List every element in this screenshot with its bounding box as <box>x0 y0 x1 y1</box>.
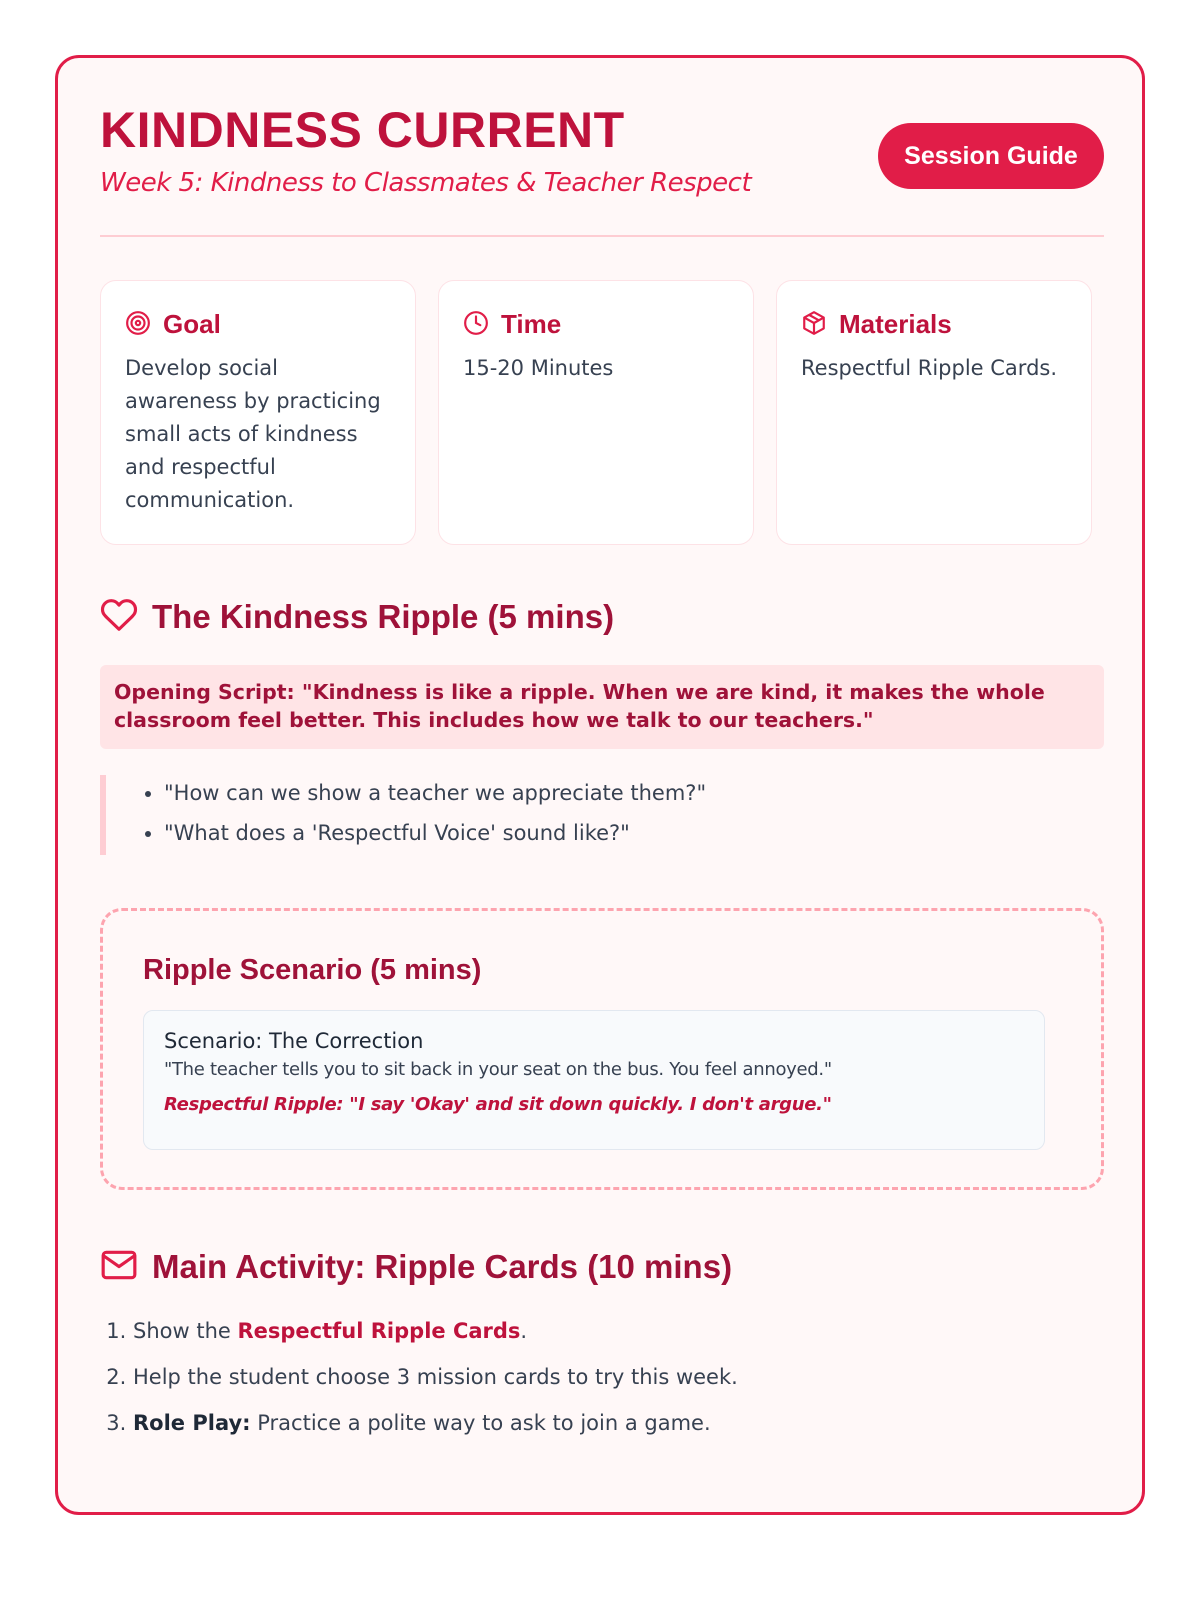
target-icon <box>125 310 151 340</box>
scenario-box <box>143 1010 1045 1150</box>
scenario-name: Scenario: The Correction <box>164 1029 424 1053</box>
ripple-response: Respectful Ripple: "I say 'Okay' and sit down quickly. I don't argue." <box>164 1094 832 1115</box>
scenario-section <box>100 908 1104 1190</box>
mail-icon <box>100 1246 138 1288</box>
activity-section-header <box>100 1246 732 1288</box>
time-card <box>438 280 754 545</box>
list-item: 2. Help the student choose 3 mission cards to try this week. <box>133 1354 1137 1400</box>
heart-icon <box>100 596 138 638</box>
clock-icon <box>463 310 489 340</box>
list-item: • "What does a 'Respectful Voice' sound like?" <box>164 812 1104 855</box>
scenario-section-title: Ripple Scenario (5 mins) <box>143 954 482 986</box>
time-text: 15-20 Minutes <box>463 356 614 380</box>
step1-prefix: Show the <box>133 1319 238 1343</box>
activity-section-title: Main Activity: Ripple Cards (10 mins) <box>152 1248 733 1285</box>
box-icon <box>801 310 827 340</box>
header-divider <box>100 235 1104 237</box>
ripple-section-header <box>100 596 614 638</box>
list-item: • "How can we show a teacher we appreciate them?" <box>164 772 1104 815</box>
session-card <box>55 55 1145 1515</box>
goal-text: Develop social awareness by practicing small acts of kindness and respectful communication. <box>125 356 381 512</box>
materials-text: Respectful Ripple Cards. <box>801 356 1058 380</box>
step1-suffix: . <box>520 1319 528 1343</box>
question-list <box>100 775 1104 855</box>
goal-label: Goal <box>163 309 221 339</box>
goal-card <box>100 280 416 545</box>
materials-card <box>776 280 1092 545</box>
ripple-section-title: The Kindness Ripple (5 mins) <box>152 598 615 635</box>
materials-label: Materials <box>839 309 952 339</box>
info-cards <box>100 280 1104 545</box>
opening-script: Opening Script: "Kindness is like a ripple. When we are kind, it makes the whole classroom feel better. This includes how we talk to our teachers." <box>100 665 1104 749</box>
list-item <box>133 1308 1137 1354</box>
list-item <box>133 1400 1137 1446</box>
session-guide-button[interactable]: Session Guide <box>878 123 1104 189</box>
time-label: Time <box>501 309 562 339</box>
step1-highlight: Respectful Ripple Cards <box>237 1319 521 1343</box>
activity-steps <box>100 1308 1137 1446</box>
step3-bold: Role Play: <box>133 1411 251 1435</box>
page-title: KINDNESS CURRENT <box>100 102 625 158</box>
page-subtitle: Week 5: Kindness to Classmates & Teacher Respect <box>100 168 752 198</box>
step3-text: Practice a polite way to ask to join a game. <box>250 1411 711 1435</box>
scenario-quote: "The teacher tells you to sit back in your seat on the bus. You feel annoyed." <box>164 1059 832 1080</box>
